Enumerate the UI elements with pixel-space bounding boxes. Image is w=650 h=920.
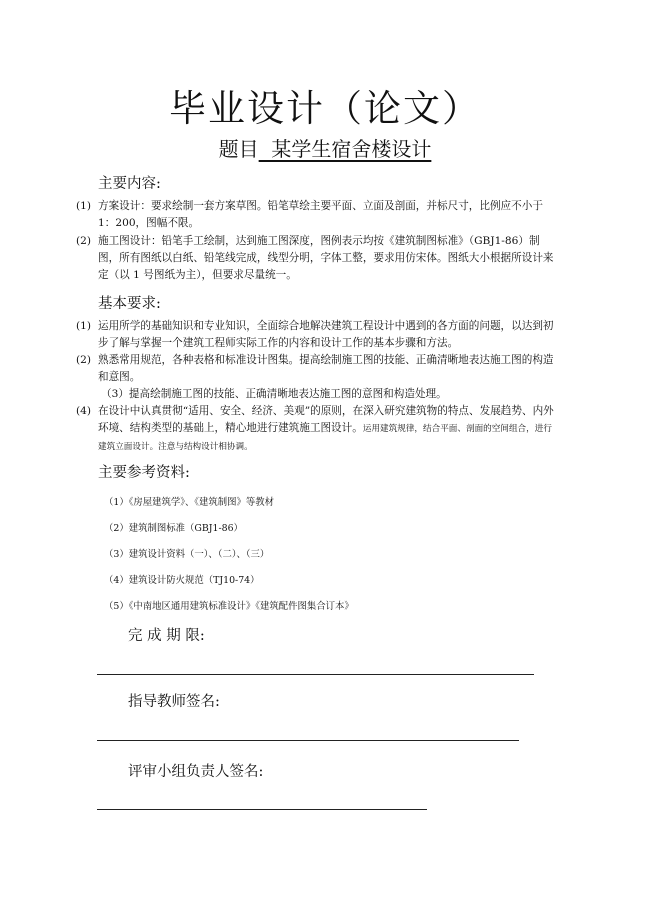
- requirement-item-1: [76, 318, 556, 352]
- reference-item: （5）《中南地区通用建筑标准设计》《建筑配件图集合订本》: [104, 601, 354, 612]
- item-number: (1): [76, 200, 92, 212]
- item-text: 在设计中认真贯彻“适用、安全、经济、美观”的原则，在深入研究建筑物的特点、发展趋势、内外环境、结构类型的基础上，精心地进行建筑施工图设计。: [98, 405, 554, 434]
- reference-item: （4）建筑设计防火规范（TJ10-74）: [104, 575, 260, 586]
- advisor-signature-line[interactable]: [97, 740, 519, 741]
- main-content-heading: 主要内容:: [98, 176, 161, 192]
- deadline-signature-line[interactable]: [97, 674, 534, 675]
- requirement-item-3: （3）提高绘制施工图的技能、正确清晰地表达施工图的意图和构造处理。: [101, 388, 447, 400]
- item-number: (4): [76, 405, 92, 417]
- reference-item: （3）建筑设计资料（一）、（二）、（三）: [104, 549, 270, 560]
- advisor-signature-label: 指导教师签名:: [128, 694, 220, 710]
- subject-label: 题目: [218, 137, 259, 161]
- item-text: 施工图设计：铅笔手工绘制，达到施工图深度，图例表示均按《建筑制图标准》（GBJ1-86）制图，所有图纸以白纸、铅笔线完成，线型分明，字体工整，要求用仿宋体。图纸大小根据所设计来定（以 1 号图纸为主），但要求尽量统一。: [98, 235, 554, 281]
- item-number: (2): [76, 354, 92, 366]
- main-content-item-1: [76, 198, 556, 232]
- reference-item: （1）《房屋建筑学》、《建筑制图》等教材: [104, 497, 275, 508]
- review-leader-signature-label: 评审小组负责人签名:: [128, 764, 264, 780]
- item-number: (2): [76, 235, 92, 247]
- subject-value: 某学生宿舍楼设计: [258, 137, 432, 161]
- item-text: 方案设计：要求绘制一套方案草图。铅笔草绘主要平面、立面及剖面，并标尺寸，比例应不小于 1：200，图幅不限。: [98, 200, 543, 229]
- item-note: 运用建筑规律，结合平面、剖面的空间组合，进行建筑立面设计。注意与结构设计相协调。: [98, 424, 552, 452]
- item-text: 运用所学的基础知识和专业知识，全面综合地解决建筑工程设计中遇到的各方面的问题，以达到初步了解与掌握一个建筑工程师实际工作的内容和设计工作的基本步骤和方法。: [98, 320, 554, 349]
- basic-requirements-heading: 基本要求:: [98, 296, 161, 312]
- reference-item: （2）建筑制图标准（GBJ1-86）: [104, 523, 243, 534]
- deadline-label: 完 成 期 限:: [128, 628, 205, 644]
- main-content-item-2: [76, 233, 556, 284]
- review-leader-signature-line[interactable]: [97, 809, 427, 810]
- item-number: (1): [76, 320, 92, 332]
- requirement-item-4: [76, 403, 556, 456]
- document-title: 毕业设计（论文）: [169, 87, 481, 130]
- requirement-item-2: [76, 352, 556, 386]
- references-heading: 主要参考资料:: [98, 465, 190, 481]
- thesis-subject: [0, 133, 650, 162]
- item-text: 熟悉常用规范，各种表格和标准设计图集。提高绘制施工图的技能、正确清晰地表达施工图的构造和意图。: [98, 354, 554, 383]
